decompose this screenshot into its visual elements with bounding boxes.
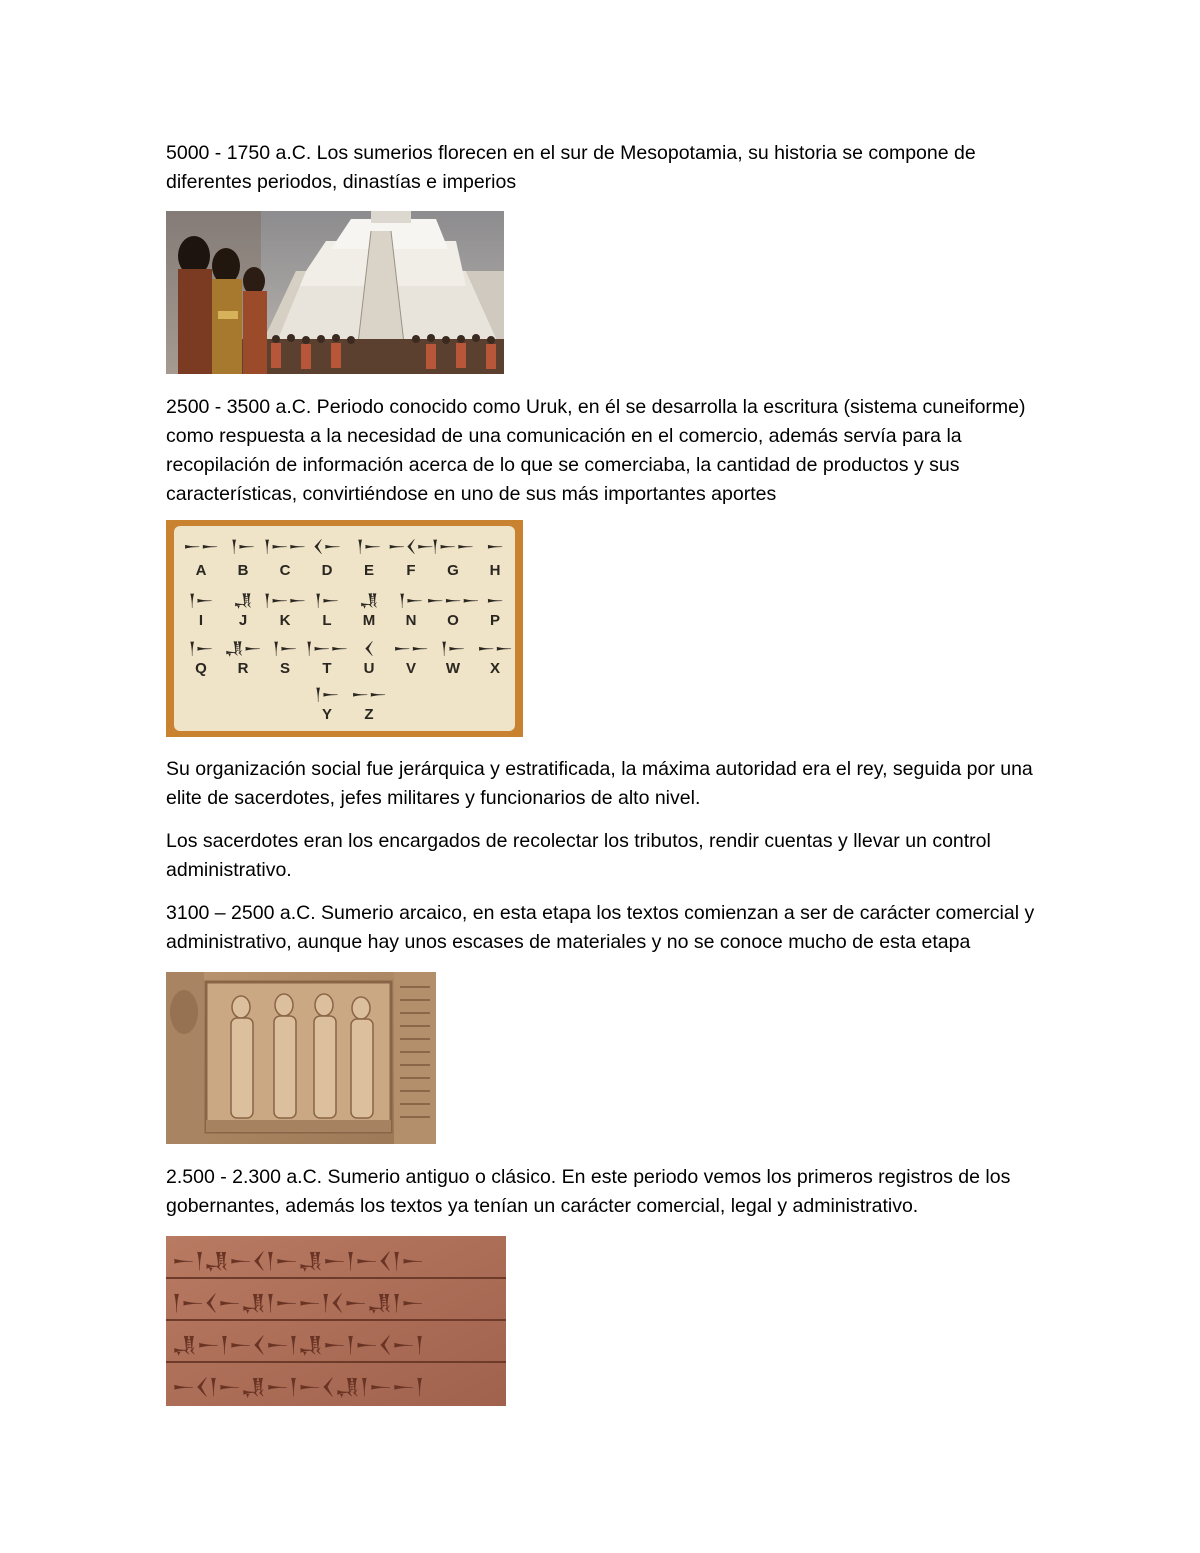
cuneiform-letter: G bbox=[447, 562, 459, 579]
cuneiform-alphabet-chart-image bbox=[166, 520, 523, 737]
svg-text:𒁹𒀸: 𒁹𒀸 bbox=[356, 537, 382, 557]
svg-text:𒀸𒀸: 𒀸𒀸 bbox=[393, 639, 429, 659]
cuneiform-letter: V bbox=[405, 660, 417, 677]
svg-text:𒌋: 𒌋 bbox=[363, 639, 375, 659]
svg-text:𒂗𒀸: 𒂗𒀸 bbox=[224, 639, 262, 659]
svg-text:𒁹𒀸𒀸: 𒁹𒀸𒀸 bbox=[263, 591, 307, 611]
cuneiform-letter: H bbox=[489, 562, 501, 579]
cuneiform-letter: R bbox=[237, 660, 249, 677]
svg-text:𒂗𒀸𒁹𒀸𒌋𒀸𒁹𒂗𒀸𒁹𒀸𒌋𒀸𒁹: 𒂗𒀸𒁹𒀸𒌋𒀸𒁹𒂗𒀸𒁹𒀸𒌋𒀸𒁹 bbox=[172, 1333, 425, 1358]
svg-text:𒁹𒀸: 𒁹𒀸 bbox=[398, 591, 424, 611]
svg-text:𒂗: 𒂗 bbox=[233, 591, 253, 611]
cuneiform-letter: X bbox=[489, 660, 501, 677]
svg-text:𒌋𒀸: 𒌋𒀸 bbox=[312, 537, 342, 557]
paragraph-uruk-period: 2500 - 3500 a.C. Periodo conocido como Uruk, en él se desarrolla la escritura (sistema cuneiforme) como respuesta a la necesidad de una comunicación en el comercio, además servía para la recopilación de información acerca de lo que se comerciaba, la cantidad de productos y sus características, convirtiéndose en uno de sus más importantes aportes bbox=[166, 396, 1026, 505]
svg-text:𒀸𒁹𒂗𒀸𒌋𒁹𒀸𒂗𒀸𒁹𒀸𒌋𒁹𒀸: 𒀸𒁹𒂗𒀸𒌋𒁹𒀸𒂗𒀸𒁹𒀸𒌋𒁹𒀸 bbox=[172, 1249, 425, 1274]
cuneiform-letter: A bbox=[195, 562, 207, 579]
paragraph-priests: Los sacerdotes eran los encargados de recolectar los tributos, rendir cuentas y llevar un control administrativo. bbox=[166, 830, 991, 881]
cuneiform-letter: U bbox=[363, 660, 375, 677]
svg-text:𒁹𒀸: 𒁹𒀸 bbox=[188, 639, 214, 659]
cuneiform-letter: D bbox=[321, 562, 333, 579]
paragraph-sumerian-overview: 5000 - 1750 a.C. Los sumerios florecen en el sur de Mesopotamia, su historia se compone de diferentes periodos, dinastías e imperios bbox=[166, 142, 976, 193]
cuneiform-letter: B bbox=[237, 562, 249, 579]
cuneiform-letter: M bbox=[362, 612, 376, 629]
paragraph-archaic-sumerian: 3100 – 2500 a.C. Sumerio arcaico, en esta etapa los textos comienzan a ser de carácter comercial y administrativo, aunque hay unos escases de materiales y no se conoce mucho de esta etapa bbox=[166, 902, 1035, 953]
cuneiform-letter: K bbox=[279, 612, 291, 629]
svg-text:𒀸𒌋𒀸: 𒀸𒌋𒀸 bbox=[387, 537, 435, 557]
paragraph-classic-sumerian: 2.500 - 2.300 a.C. Sumerio antiguo o clásico. En este periodo vemos los primeros registros de los gobernantes, además los textos ya tenían un carácter comercial, legal y administrativo. bbox=[166, 1166, 1011, 1217]
svg-text:𒁹𒀸𒀸: 𒁹𒀸𒀸 bbox=[263, 537, 307, 557]
cuneiform-letter: O bbox=[447, 612, 459, 629]
ziggurat-illustration-image bbox=[166, 211, 504, 374]
svg-text:𒁹𒀸𒀸: 𒁹𒀸𒀸 bbox=[305, 639, 349, 659]
cuneiform-letter: C bbox=[279, 562, 291, 579]
svg-text:𒁹𒀸: 𒁹𒀸 bbox=[440, 639, 466, 659]
svg-text:𒀸: 𒀸 bbox=[486, 537, 504, 557]
svg-text:𒀸: 𒀸 bbox=[486, 591, 504, 611]
svg-text:𒀸𒀸: 𒀸𒀸 bbox=[351, 685, 387, 705]
cuneiform-letter: I bbox=[198, 612, 204, 629]
cuneiform-letter: Q bbox=[195, 660, 207, 677]
cuneiform-letter: W bbox=[445, 660, 461, 677]
cuneiform-letter: Y bbox=[321, 706, 333, 723]
cuneiform-letter: Z bbox=[364, 706, 374, 723]
cuneiform-letter: F bbox=[406, 562, 416, 579]
cuneiform-letter: J bbox=[238, 612, 248, 629]
svg-text:𒁹𒀸: 𒁹𒀸 bbox=[188, 591, 214, 611]
svg-text:𒁹𒀸: 𒁹𒀸 bbox=[272, 639, 298, 659]
svg-text:𒁹𒀸: 𒁹𒀸 bbox=[314, 591, 340, 611]
svg-text:𒂗: 𒂗 bbox=[359, 591, 379, 611]
cuneiform-letter: N bbox=[405, 612, 417, 629]
svg-text:𒀸𒀸: 𒀸𒀸 bbox=[477, 639, 513, 659]
svg-text:𒁹𒀸: 𒁹𒀸 bbox=[230, 537, 256, 557]
svg-text:𒁹𒀸𒀸: 𒁹𒀸𒀸 bbox=[431, 537, 475, 557]
cuneiform-tablet-image bbox=[166, 1236, 506, 1406]
svg-text:𒁹𒀸: 𒁹𒀸 bbox=[314, 685, 340, 705]
svg-text:𒀸𒌋𒁹𒀸𒂗𒀸𒁹𒀸𒌋𒂗𒁹𒀸𒀸𒁹: 𒀸𒌋𒁹𒀸𒂗𒀸𒁹𒀸𒌋𒂗𒁹𒀸𒀸𒁹 bbox=[172, 1375, 425, 1400]
svg-text:𒁹𒀸𒌋𒀸𒂗𒁹𒀸𒀸𒁹𒌋𒀸𒂗𒁹𒀸: 𒁹𒀸𒌋𒀸𒂗𒁹𒀸𒀸𒁹𒌋𒀸𒂗𒁹𒀸 bbox=[172, 1291, 425, 1316]
svg-text:𒀸𒀸𒀸: 𒀸𒀸𒀸 bbox=[426, 591, 480, 611]
cuneiform-letter: S bbox=[279, 660, 291, 677]
stone-relief-image bbox=[166, 972, 436, 1144]
cuneiform-letter: P bbox=[489, 612, 501, 629]
cuneiform-letter: T bbox=[322, 660, 332, 677]
cuneiform-letter: L bbox=[322, 612, 332, 629]
svg-text:𒀸𒀸: 𒀸𒀸 bbox=[183, 537, 219, 557]
cuneiform-letter: E bbox=[363, 562, 375, 579]
paragraph-social-organization: Su organización social fue jerárquica y estratificada, la máxima autoridad era el rey, seguida por una elite de sacerdotes, jefes militares y funcionarios de alto nivel. bbox=[166, 758, 1033, 809]
